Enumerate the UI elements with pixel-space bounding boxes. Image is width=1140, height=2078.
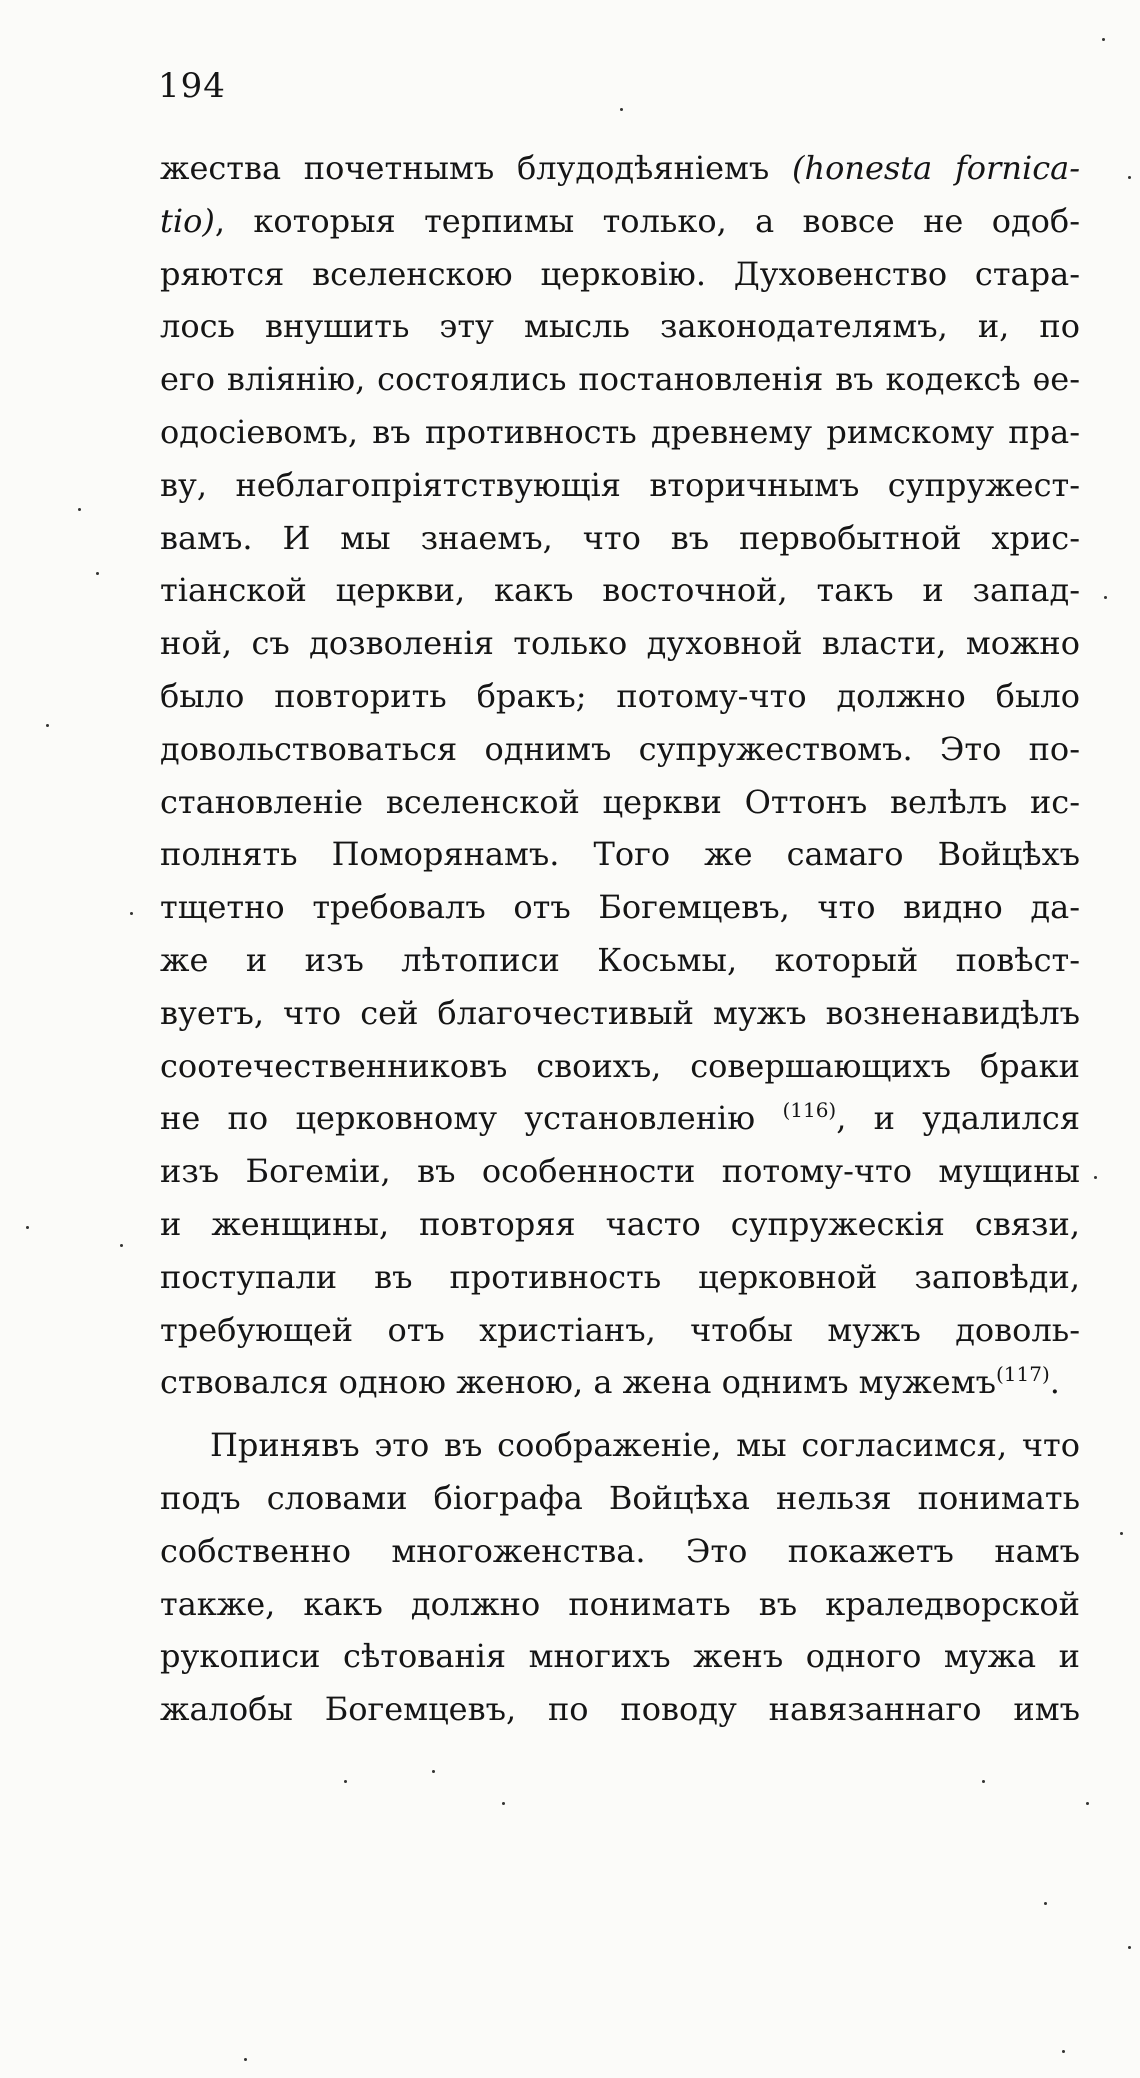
text-line: жества почетнымъ блудодѣяніемъ (honesta fornica- [160, 149, 1080, 187]
text-line: и женщины, повторяя часто супружескія связи, [160, 1204, 1080, 1243]
scan-speck [1128, 176, 1131, 179]
text-line: рукописи сѣтованія многихъ женъ одного мужа и [160, 1637, 1080, 1676]
text-line: ствовался одною женою, а жена однимъ мужемъ$^{(117)}$. [160, 1362, 1060, 1402]
text-line: тіанской церкви, какъ восточной, такъ и запад- [160, 571, 1080, 610]
scan-speck [1104, 596, 1107, 599]
text-line: изъ Богеміи, въ особенности потому-что мущины [160, 1152, 1080, 1191]
text-line: не по церковному установленію $^{(116)}$, и удалился [160, 1098, 1080, 1138]
scan-speck [46, 724, 49, 727]
text-line: вуетъ, что сей благочестивый мужъ возненавидѣлъ [160, 993, 1080, 1032]
paragraph-gap [160, 1409, 1080, 1419]
scan-speck [1044, 1902, 1047, 1905]
text-line: Принявъ это въ соображеніе, мы согласимся, что [210, 1426, 1080, 1465]
text-line: же и изъ лѣтописи Косьмы, который повѣст- [160, 940, 1080, 979]
text-line: соотечественниковъ своихъ, совершающихъ браки [160, 1046, 1080, 1085]
text-line: собственно многоженства. Это покажетъ намъ [160, 1531, 1080, 1570]
text-line: лось внушить эту мысль законодателямъ, и, по [160, 307, 1080, 346]
paragraph-2 [160, 1419, 1080, 1736]
text-line: было повторить бракъ; потому-что должно было [160, 676, 1080, 715]
scan-speck [344, 1780, 347, 1783]
text-line: жалобы Богемцевъ, по поводу навязаннаго имъ [160, 1690, 1080, 1729]
scan-speck [244, 2058, 247, 2061]
text-line: подъ словами біографа Войцѣха нельзя понимать [160, 1478, 1080, 1517]
scan-speck [620, 108, 623, 111]
scan-speck [982, 1780, 985, 1783]
footnote-ref: (116) [782, 1098, 837, 1123]
scan-speck [1102, 38, 1105, 41]
paragraph-1 [160, 142, 1080, 1409]
text-line: довольствоваться однимъ супружествомъ. Это по- [160, 729, 1080, 768]
scan-speck [1062, 2050, 1065, 2053]
page-number: 194 [158, 66, 226, 106]
scan-speck [120, 1244, 123, 1247]
text-line: ряются вселенскою церковію. Духовенство стара- [160, 254, 1080, 293]
text-line: полнять Поморянамъ. Того же самаго Войцѣхъ [160, 835, 1080, 874]
text-line: также, какъ должно понимать въ краледворской [160, 1584, 1080, 1623]
scan-speck [1128, 1946, 1131, 1949]
text-line: поступали въ противность церковной заповѣди, [160, 1257, 1080, 1296]
body-text [160, 142, 1080, 1736]
scan-speck [1120, 1532, 1123, 1535]
footnote-ref: (117) [995, 1362, 1050, 1387]
scan-speck [1086, 1802, 1089, 1805]
text-line: tio), которыя терпимы только, а вовсе не одоб- [160, 201, 1080, 240]
text-line: ной, съ дозволенія только духовной власти, можно [160, 624, 1080, 663]
text-line: ву, неблагопріятствующія вторичнымъ супружест- [160, 465, 1080, 504]
scan-speck [130, 912, 133, 915]
text-line: его вліянію, состоялись постановленія въ кодексѣ ѳе- [160, 360, 1080, 399]
text-line: становленіе вселенской церкви Оттонъ велѣлъ ис- [160, 782, 1080, 821]
text-line: тщетно требовалъ отъ Богемцевъ, что видно да- [160, 888, 1080, 927]
scan-speck [26, 1226, 29, 1229]
text-line: вамъ. И мы знаемъ, что въ первобытной хрис- [160, 518, 1080, 557]
scan-speck [1094, 1176, 1097, 1179]
scan-speck [78, 508, 81, 511]
scan-speck [96, 572, 99, 575]
scan-speck [432, 1770, 435, 1773]
scan-speck [502, 1802, 505, 1805]
text-line: требующей отъ христіанъ, чтобы мужъ доволь- [160, 1310, 1080, 1349]
text-line: одосіевомъ, въ противность древнему римскому пра- [160, 412, 1080, 451]
